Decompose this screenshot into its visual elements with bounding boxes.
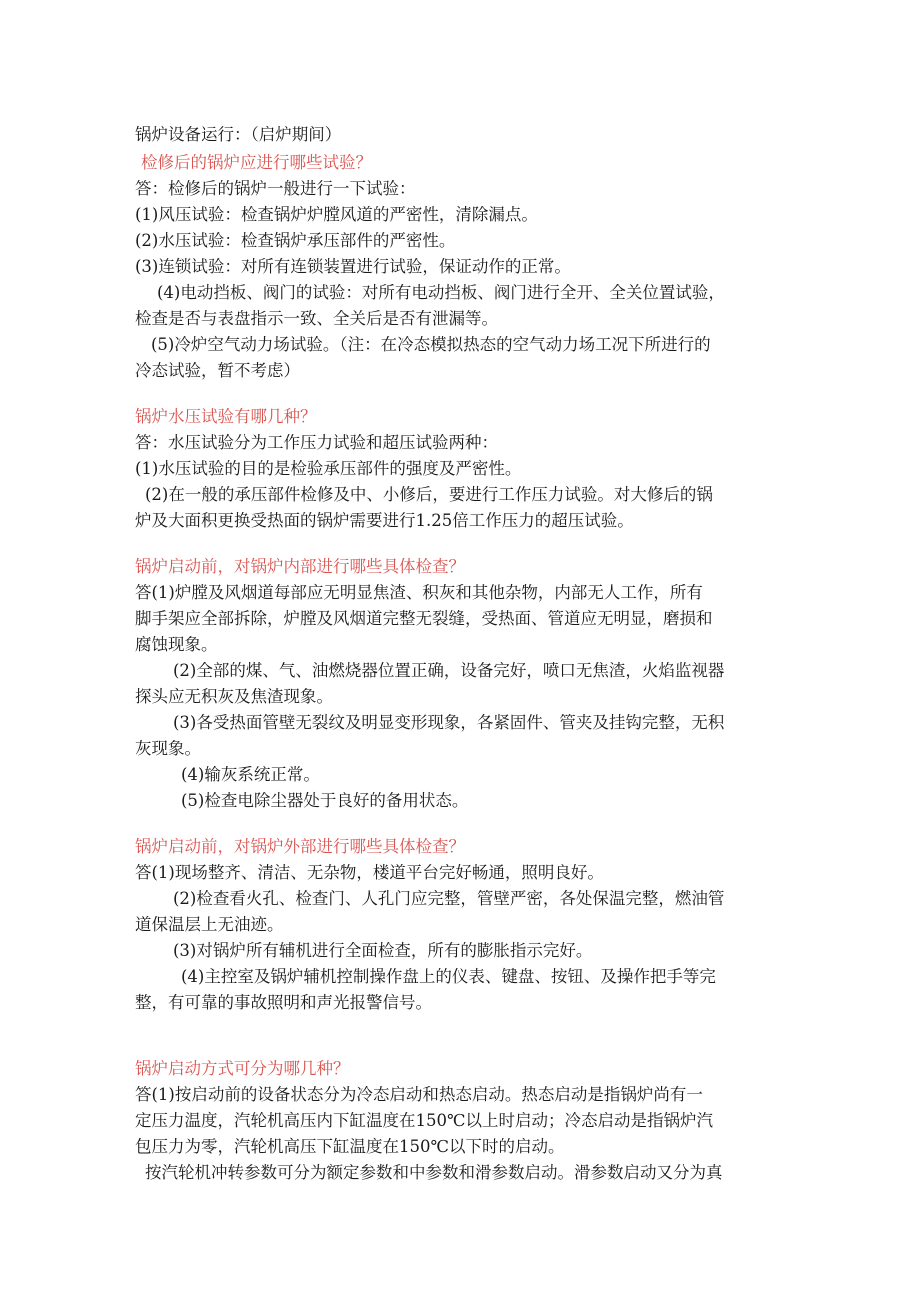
answer-item: (3)对锅炉所有辅机进行全面检查，所有的膨胀指示完好。	[173, 941, 593, 960]
document-page	[135, 122, 795, 1186]
answer-item: (4)电动挡板、阀门的试验：对所有电动挡板、阀门进行全开、全关位置试验，	[157, 283, 725, 302]
answer-item: (5)检查电除尘器处于良好的备用状态。	[181, 791, 469, 810]
answer-item: 定压力温度，汽轮机高压内下缸温度在150℃以上时启动；冷态启动是指锅炉汽	[135, 1111, 713, 1130]
answer-item: (2)水压试验：检查锅炉承压部件的严密性。	[135, 231, 456, 250]
spacer	[135, 384, 795, 404]
answer-item: 按汽轮机冲转参数可分为额定参数和中参数和滑参数启动。滑参数启动又分为真	[145, 1163, 723, 1182]
answer-item: (4)输灰系统正常。	[181, 765, 320, 784]
spacer	[135, 814, 795, 834]
answer-item: 灰现象。	[135, 739, 201, 758]
answer-item: 脚手架应全部拆除，炉膛及风烟道完整无裂缝，受热面、管道应无明显，磨损和	[135, 609, 713, 628]
answer-item: 整，有可靠的事故照明和声光报警信号。	[135, 993, 432, 1012]
answer-item: (3)各受热面管壁无裂纹及明显变形现象，各紧固件、管夹及挂钩完整，无积	[173, 713, 725, 732]
section-hydrostatic-tests	[135, 404, 795, 534]
answer-item: 答(1)炉膛及风烟道每部应无明显焦渣、积灰和其他杂物，内部无人工作，所有	[135, 583, 703, 602]
answer-item: 冷态试验，暂不考虑）	[135, 361, 300, 380]
answer-intro: 答：水压试验分为工作压力试验和超压试验两种：	[135, 433, 498, 452]
answer-item: 答(1)现场整齐、清洁、无杂物，楼道平台完好畅通，照明良好。	[135, 863, 604, 882]
answer-item: 探头应无积灰及焦渣现象。	[135, 687, 333, 706]
question-heading: 锅炉水压试验有哪几种？	[135, 407, 317, 426]
document-title: 锅炉设备运行：（启炉期间）	[135, 125, 342, 144]
section-maintenance-tests	[135, 150, 795, 384]
answer-item: (1)风压试验：检查锅炉炉膛风道的严密性，清除漏点。	[135, 205, 538, 224]
answer-item: (1)水压试验的目的是检验承压部件的强度及严密性。	[135, 459, 522, 478]
section-external-inspection	[135, 834, 795, 1016]
question-heading: 锅炉启动方式可分为哪几种？	[135, 1059, 350, 1078]
answer-item: (2)在一般的承压部件检修及中、小修后，要进行工作压力试验。对大修后的锅	[145, 485, 713, 504]
question-heading: 锅炉启动前，对锅炉内部进行哪些具体检查？	[135, 557, 465, 576]
spacer	[135, 534, 795, 554]
answer-item: (5)冷炉空气动力场试验。（注：在冷态模拟热态的空气动力场工况下所进行的	[151, 335, 711, 354]
answer-item: 炉及大面积更换受热面的锅炉需要进行1.25倍工作压力的超压试验。	[135, 511, 634, 530]
answer-intro: 答：检修后的锅炉一般进行一下试验：	[135, 179, 416, 198]
answer-item: 道保温层上无油迹。	[135, 915, 284, 934]
spacer	[135, 1016, 795, 1056]
answer-item: 腐蚀现象。	[135, 635, 218, 654]
answer-item: (4)主控室及锅炉辅机控制操作盘上的仪表、键盘、按钮、及操作把手等完	[181, 967, 716, 986]
section-startup-modes	[135, 1056, 795, 1186]
question-heading: 锅炉启动前，对锅炉外部进行哪些具体检查？	[135, 837, 465, 856]
answer-item: (3)连锁试验：对所有连锁装置进行试验，保证动作的正常。	[135, 257, 571, 276]
answer-item: (2)全部的煤、气、油燃烧器位置正确，设备完好，喷口无焦渣，火焰监视器	[173, 661, 725, 680]
answer-item: 包压力为零，汽轮机高压下缸温度在150℃以下时的启动。	[135, 1137, 565, 1156]
answer-item: (2)检查看火孔、检查门、人孔门应完整，管壁严密，各处保温完整，燃油管	[173, 889, 725, 908]
answer-item: 答(1)按启动前的设备状态分为冷态启动和热态启动。热态启动是指锅炉尚有一	[135, 1085, 703, 1104]
question-heading: 检修后的锅炉应进行哪些试验？	[141, 153, 372, 172]
answer-item: 检查是否与表盘指示一致、全关后是否有泄漏等。	[135, 309, 498, 328]
section-internal-inspection	[135, 554, 795, 814]
